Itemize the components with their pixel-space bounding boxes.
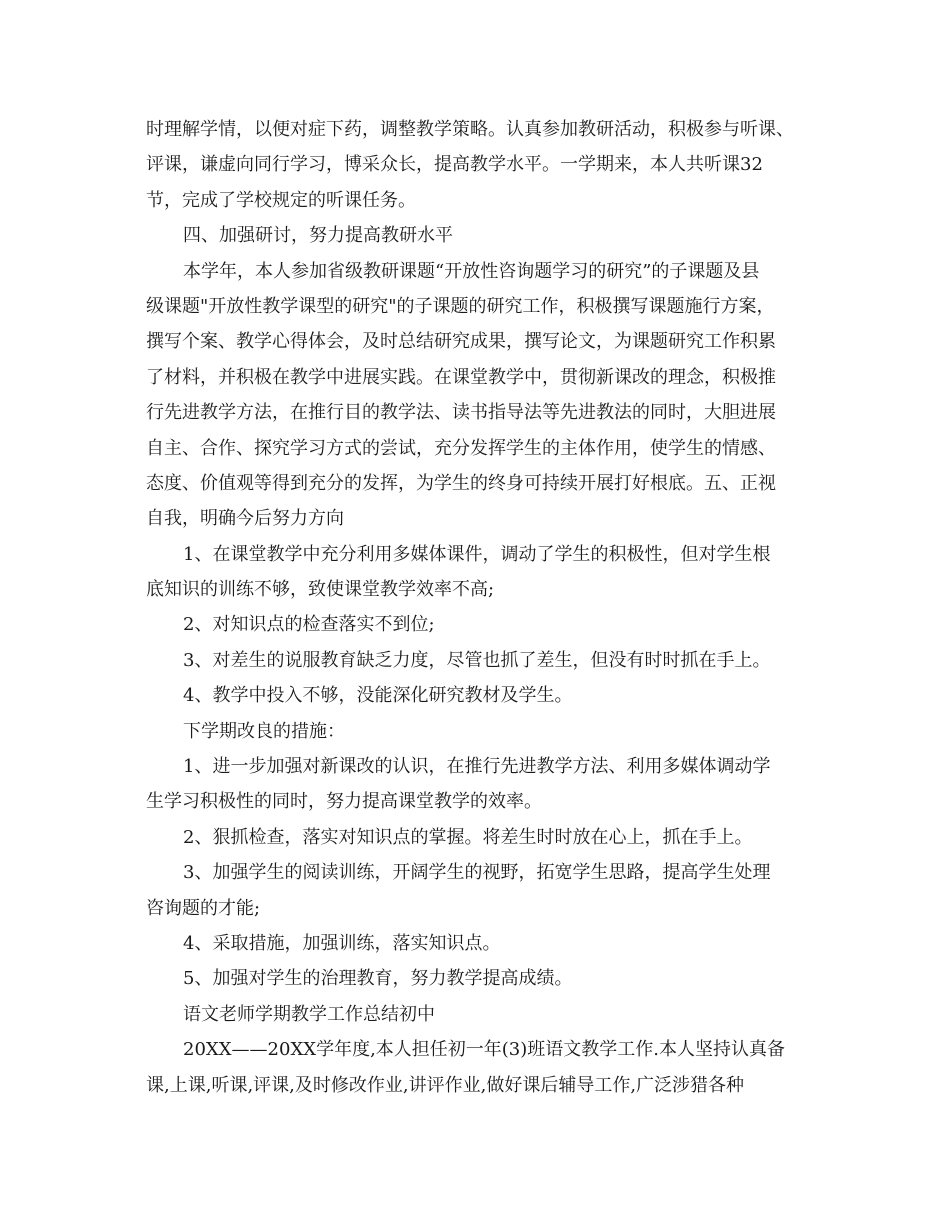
text-line: 生学习积极性的同时，努力提高课堂教学的效率。 [146, 791, 542, 813]
text-line: 行先进教学方法，在推行目的教学法、读书指导法等先进教法的同时，大胆进展 [146, 402, 776, 424]
document-body [146, 112, 806, 1103]
text-line: 评课，谦虚向同行学习，博采众长，提高教学水平。一学期来，本人共听课32 [146, 154, 763, 176]
text-line: 课,上课,听课,评课,及时修改作业,讲评作业,做好课后辅导工作,广泛涉猎各种 [146, 1074, 745, 1096]
text-line: 语文老师学期教学工作总结初中 [183, 1003, 435, 1025]
text-line: 5、加强对学生的治理教育，努力教学提高成绩。 [183, 968, 573, 990]
text-line: 下学期改良的措施： [183, 720, 345, 742]
text-line: 时理解学情，以便对症下药，调整教学策略。认真参加教研活动，积极参与听课、 [146, 119, 794, 140]
text-line: 级课题"开放性教学课型的研究"的子课题的研究工作，积极撰写课题施行方案， [146, 295, 775, 317]
text-line: 3、加强学生的阅读训练，开阔学生的视野，拓宽学生思路，提高学生处理 [183, 862, 771, 884]
text-line: 四、加强研讨，努力提高教研水平 [183, 225, 453, 247]
text-line: 节，完成了学校规定的听课任务。 [146, 189, 416, 211]
text-line: 底知识的训练不够，致使课堂教学效率不高; [146, 579, 495, 601]
text-line: 2、对知识点的检查落实不到位; [183, 614, 435, 636]
text-line: 自我，明确今后努力方向 [146, 508, 344, 530]
text-line: 1、进一步加强对新课改的认识，在推行先进教学方法、利用多媒体调动学 [183, 756, 771, 778]
text-line: 3、对差生的说服教育缺乏力度，尽管也抓了差生，但没有时时抓在手上。 [183, 649, 771, 671]
text-line: 咨询题的才能; [146, 897, 261, 919]
text-line: 撰写个案、教学心得体会，及时总结研究成果，撰写论文，为课题研究工作积累 [146, 331, 776, 353]
text-line: 4、教学中投入不够，没能深化研究教材及学生。 [183, 685, 573, 707]
text-line: 4、采取措施，加强训练，落实知识点。 [183, 932, 501, 954]
text-line: 态度、价值观等得到充分的发挥，为学生的终身可持续开展打好根底。五、正视 [146, 472, 776, 494]
text-line: 1、在课堂教学中充分利用多媒体课件，调动了学生的积极性，但对学生根 [183, 543, 771, 565]
text-line: 本学年，本人参加省级教研课题“开放性咨询题学习的研究”的子课题及县 [183, 260, 760, 282]
text-line: 自主、合作、探究学习方式的尝试，充分发挥学生的主体作用，使学生的情感、 [146, 437, 776, 459]
text-line: 了材料，并积极在教学中进展实践。在课堂教学中，贯彻新课改的理念，积极推 [146, 366, 776, 388]
text-line: 20XX——20XX学年度,本人担任初一年(3)班语文教学工作.本人坚持认真备 [183, 1039, 786, 1061]
text-line: 2、狠抓检查，落实对知识点的掌握。将差生时时放在心上，抓在手上。 [183, 826, 753, 848]
